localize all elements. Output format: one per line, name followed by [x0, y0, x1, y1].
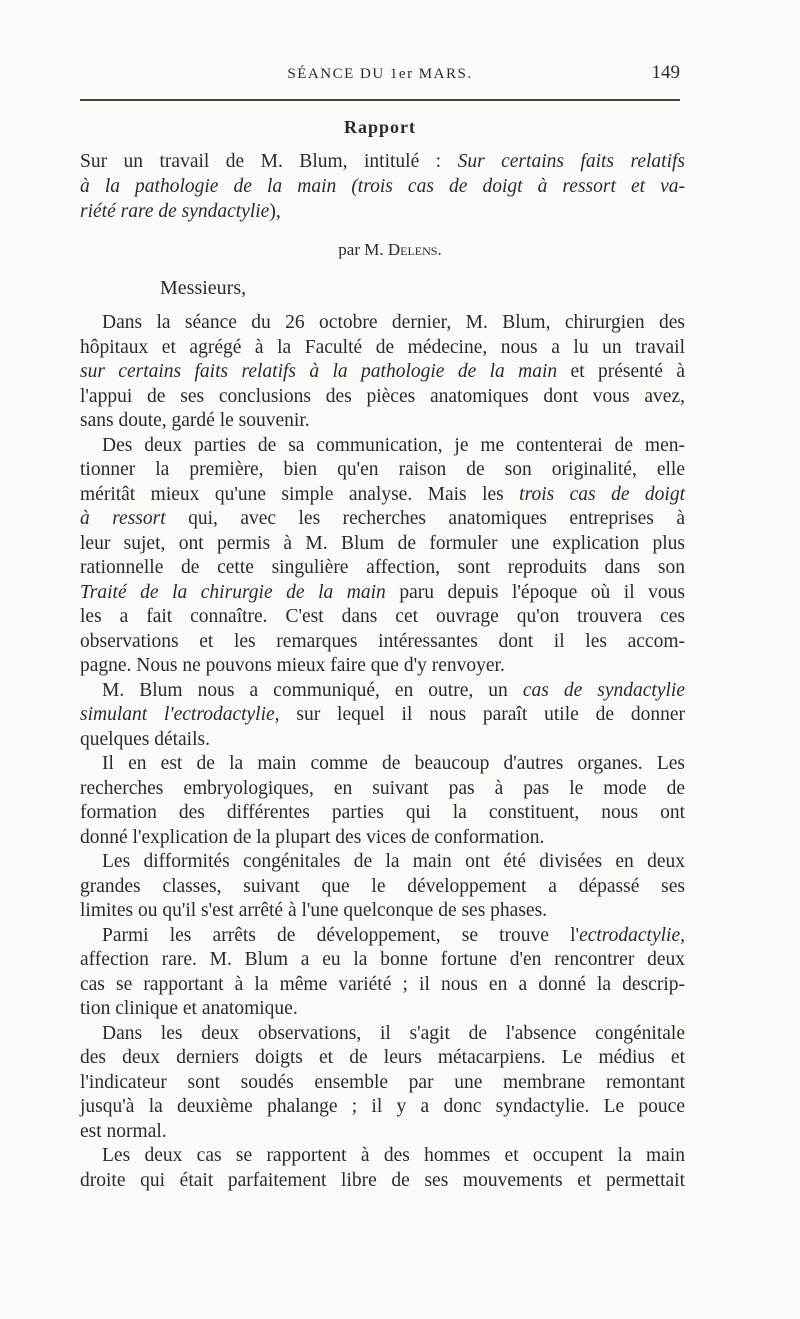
- body-line: [80, 581, 685, 606]
- body-line: formation des différentes parties qui la constituent, nous ont: [80, 802, 685, 823]
- body-line: donné l'explication de la plupart des vices de conformation.: [80, 826, 545, 848]
- body-line: hôpitaux et agrégé à la Faculté de médecine, nous a lu un travail: [80, 336, 685, 358]
- intro-text: Sur un travail de M. Blum, intitulé :: [80, 151, 458, 172]
- italic-phrase: cas de syndactylie: [522, 679, 685, 701]
- section-title: Rapport: [343, 117, 416, 137]
- body-line: Dans la séance du 26 octobre dernier, M. Blum, chirurgien des: [102, 312, 685, 333]
- body-text: M. Blum nous a communiqué, en outre, un: [102, 679, 523, 701]
- body-text: paru depuis l'époque où il vous: [385, 581, 685, 603]
- body-text: qui, avec les recherches anatomiques entreprises à: [165, 508, 685, 529]
- body-line: limites ou qu'il s'est arrêté à l'une quelconque de ses phases.: [80, 900, 548, 921]
- body-line: tion clinique et anatomique.: [80, 998, 298, 1019]
- intro-line: [80, 174, 685, 199]
- body-text: méritât mieux qu'une simple analyse. Mais les: [80, 483, 520, 505]
- italic-phrase: sur certains faits relatifs à la pathologie de la main: [80, 361, 558, 382]
- body-line: [80, 703, 685, 728]
- body-line: des deux derniers doigts et de leurs métacarpiens. Le médius et: [80, 1047, 685, 1068]
- body-line: Des deux parties de sa communication, je me contenterai de men-: [102, 434, 685, 456]
- byline-prefix: par M.: [338, 240, 388, 259]
- page-number: 149: [651, 62, 680, 83]
- intro-title-italic: riété rare de syndactylie: [80, 201, 270, 222]
- report-body: [80, 311, 685, 1193]
- body-line: [80, 679, 685, 704]
- body-line: [80, 483, 685, 508]
- body-line: grandes classes, suivant que le développement a dépassé ses: [80, 875, 685, 897]
- body-line: sans doute, gardé le souvenir.: [80, 410, 310, 431]
- italic-phrase: ectrodactylie,: [579, 924, 685, 946]
- page-header: [80, 60, 680, 96]
- body-line: tionner la première, bien qu'en raison de son originalité, elle: [80, 459, 685, 480]
- byline-author: Delens: [387, 240, 438, 259]
- body-line: Dans les deux observations, il s'agit de l'absence congénitale: [102, 1022, 685, 1044]
- intro-text: ),: [269, 201, 281, 222]
- body-text: Parmi les arrêts de développement, se trouve l': [102, 924, 580, 946]
- body-line: quelques détails.: [80, 728, 210, 750]
- salutation: Messieurs,: [160, 277, 247, 299]
- italic-phrase: simulant l'ectrodactylie,: [80, 704, 280, 725]
- body-line: Il en est de la main comme de beaucoup d'autres organes. Les: [102, 753, 685, 774]
- italic-phrase: trois cas de doigt: [519, 483, 685, 505]
- body-line: rationnelle de cette singulière affection, sont reproduits dans son: [80, 557, 685, 578]
- intro-title-italic: Sur certains faits relatifs: [457, 151, 685, 172]
- header-rule: [80, 99, 680, 101]
- body-line: l'appui de ses conclusions des pièces anatomiques dont vous avez,: [80, 385, 685, 407]
- body-line: l'indicateur sont soudés ensemble par une membrane remontant: [80, 1071, 685, 1093]
- body-line: leur sujet, ont permis à M. Blum de formuler une explication plus: [80, 532, 685, 554]
- body-line: affection rare. M. Blum a eu la bonne fortune d'en rencontrer deux: [80, 949, 685, 970]
- italic-phrase: à ressort: [80, 508, 166, 529]
- body-line: cas se rapportant à la même variété ; il nous en a donné la descrip-: [80, 973, 685, 995]
- intro-line: [80, 199, 685, 224]
- body-line: Les deux cas se rapportent à des hommes et occupent la main: [102, 1145, 685, 1166]
- running-title: SÉANCE DU 1er MARS.: [287, 66, 473, 82]
- italic-phrase: Traité de la chirurgie de la main: [80, 581, 386, 603]
- body-line: observations et les remarques intéressantes dont il les accom-: [80, 630, 685, 652]
- body-line: jusqu'à la deuxième phalange ; il y a donc syndactylie. Le pouce: [80, 1096, 685, 1117]
- body-line: les a fait connaître. C'est dans cet ouvrage qu'on trouvera ces: [80, 606, 685, 627]
- intro-line: [80, 149, 685, 174]
- body-line: pagne. Nous ne pouvons mieux faire que d'y renvoyer.: [80, 655, 505, 676]
- body-line: [80, 507, 685, 532]
- body-line: [80, 924, 685, 949]
- intro-title-italic: à la pathologie de la main (trois cas de doigt à ressort et va-: [80, 176, 685, 197]
- byline-suffix: .: [437, 240, 442, 259]
- body-line: droite qui était parfaitement libre de ses mouvements et permettait: [80, 1169, 685, 1191]
- body-line: [80, 360, 685, 385]
- body-line: Les difformités congénitales de la main ont été divisées en deux: [102, 851, 685, 872]
- byline: [80, 240, 700, 260]
- body-line: est normal.: [80, 1120, 167, 1142]
- body-line: recherches embryologiques, en suivant pas à pas le mode de: [80, 777, 685, 799]
- report-intro: [80, 149, 685, 224]
- body-text: sur lequel il nous paraît utile de donner: [279, 704, 685, 725]
- body-text: et présenté à: [557, 361, 685, 382]
